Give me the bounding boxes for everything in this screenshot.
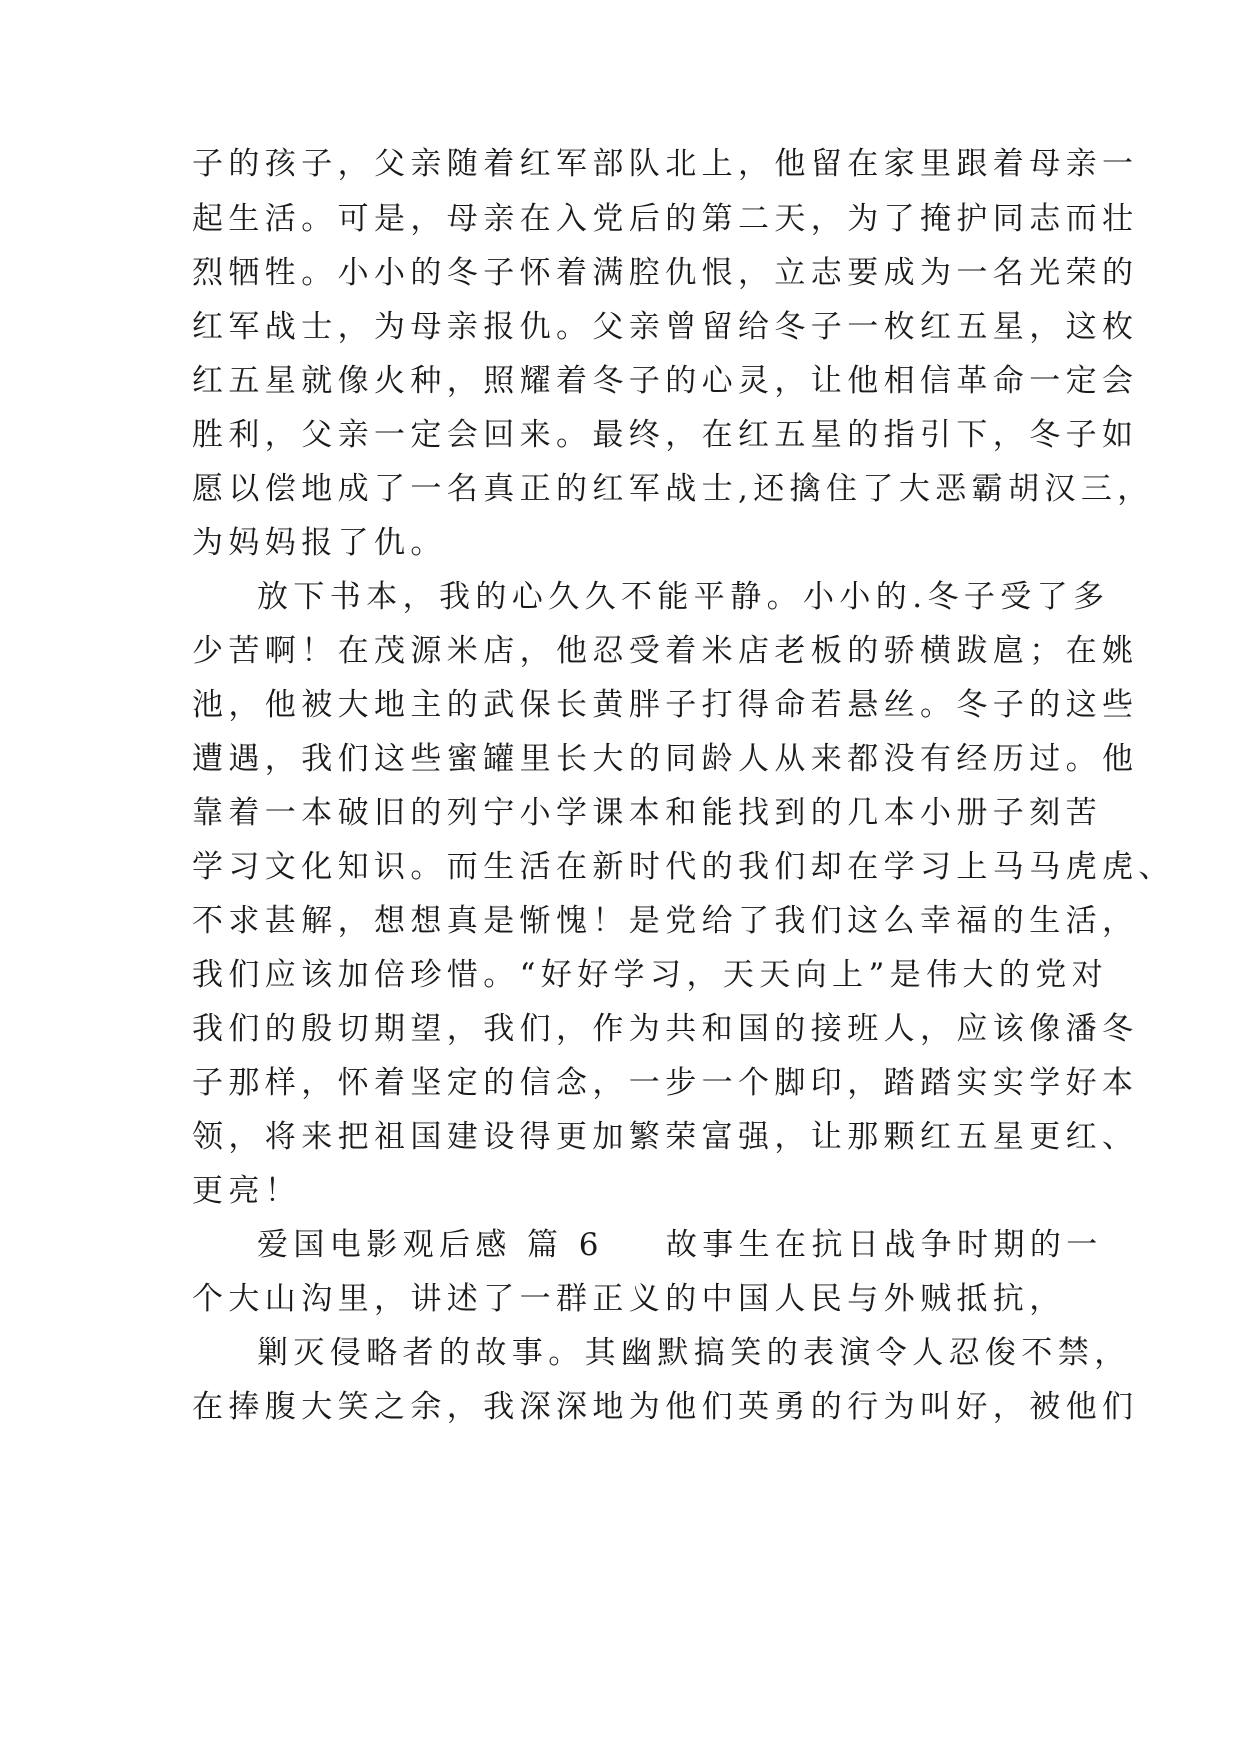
heading-line bbox=[257, 1223, 1103, 1267]
text-line: 学习文化知识。而生活在新时代的我们却在学习上马马虎虎、 bbox=[192, 849, 1175, 885]
text-line: 子那样，怀着坚定的信念，一步一个脚印，踏踏实实学好本 bbox=[192, 1065, 1139, 1101]
text-line: 池，他被大地主的武保长黄胖子打得命若悬丝。冬子的这些 bbox=[192, 687, 1139, 723]
text-line: 子的孩子，父亲随着红军部队北上，他留在家里跟着母亲一 bbox=[192, 146, 1139, 182]
text-line: 剿灭侵略者的故事。其幽默搞笑的表演令人忍俊不禁， bbox=[257, 1335, 1131, 1371]
text-line: 红军战士，为母亲报仇。父亲曾留给冬子一枚红五星，这枚 bbox=[192, 309, 1139, 345]
text-line: 少苦啊！在茂源米店，他忍受着米店老板的骄横跋扈；在姚 bbox=[192, 633, 1139, 669]
text-line: 起生活。可是，母亲在入党后的第二天，为了掩护同志而壮 bbox=[192, 201, 1139, 237]
text-line: 遭遇，我们这些蜜罐里长大的同龄人从来都没有经历过。他 bbox=[192, 741, 1139, 777]
text-line: 烈牺牲。小小的冬子怀着满腔仇恨，立志要成为一名光荣的 bbox=[192, 255, 1139, 291]
text-line: 在捧腹大笑之余，我深深地为他们英勇的行为叫好，被他们 bbox=[192, 1389, 1139, 1425]
text-line: 不求甚解，想想真是惭愧！是党给了我们这么幸福的生活， bbox=[192, 903, 1139, 939]
text-line: 愿以偿地成了一名真正的红军战士,还擒住了大恶霸胡汉三， bbox=[192, 471, 1154, 507]
text-line: 我们的殷切期望，我们，作为共和国的接班人，应该像潘冬 bbox=[192, 1011, 1139, 1047]
text-line: 胜利，父亲一定会回来。最终，在红五星的指引下，冬子如 bbox=[192, 417, 1139, 453]
text-line: 我们应该加倍珍惜。“好好学习，天天向上”是伟大的党对 bbox=[192, 957, 1109, 993]
text-line: 放下书本，我的心久久不能平静。小小的.冬子受了多 bbox=[257, 579, 1110, 615]
text-line: 靠着一本破旧的列宁小学课本和能找到的几本小册子刻苦 bbox=[192, 795, 1102, 831]
section-heading: 爱国电影观后感 篇 6 bbox=[257, 1227, 604, 1263]
text-line: 红五星就像火种，照耀着冬子的心灵，让他相信革命一定会 bbox=[192, 363, 1139, 399]
text-line: 为妈妈报了仇。 bbox=[192, 525, 447, 561]
text-fragment: 故事生在抗日战争时期的一 bbox=[665, 1227, 1103, 1263]
text-line: 个大山沟里，讲述了一群正义的中国人民与外贼抵抗， bbox=[192, 1281, 1066, 1317]
text-line: 领，将来把祖国建设得更加繁荣富强，让那颗红五星更红、 bbox=[192, 1119, 1139, 1155]
text-line: 更亮！ bbox=[192, 1173, 302, 1209]
